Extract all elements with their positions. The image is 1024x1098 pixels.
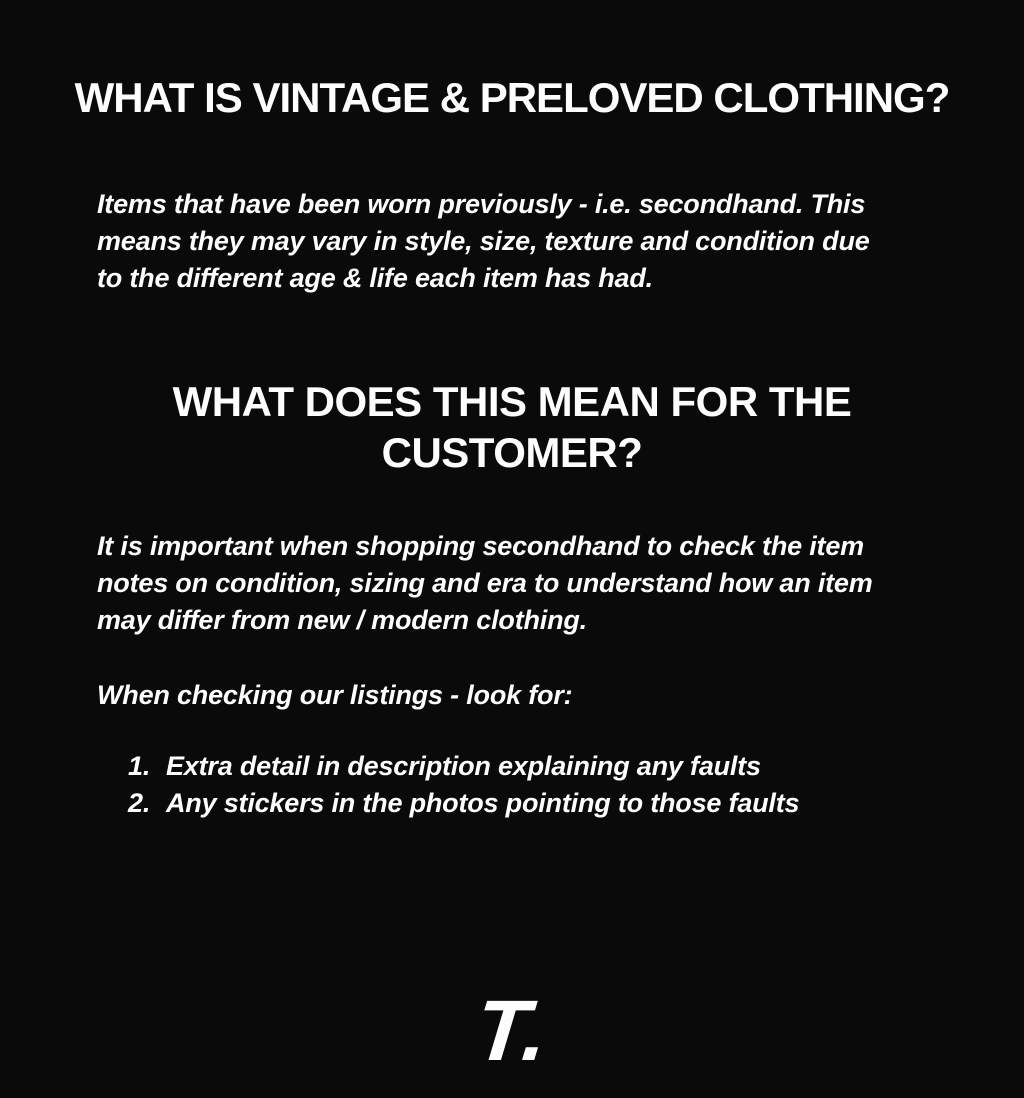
- main-heading: WHAT IS VINTAGE & PRELOVED CLOTHING?: [74, 74, 950, 121]
- listings-intro: When checking our listings - look for:: [97, 680, 573, 711]
- customer-info-line: notes on condition, sizing and era to understand how an item: [97, 568, 873, 599]
- customer-heading-line: CUSTOMER?: [381, 428, 643, 476]
- checklist-item: [128, 748, 944, 785]
- checklist-item-number: 2.: [128, 788, 151, 819]
- checklist-item: [128, 785, 944, 822]
- intro-paragraph: [97, 186, 944, 297]
- customer-info-paragraph: [97, 528, 944, 639]
- customer-info-line: may differ from new / modern clothing.: [97, 605, 587, 636]
- checklist: [128, 748, 944, 822]
- checklist-item-number: 1.: [128, 751, 151, 782]
- infographic-poster: [0, 74, 1024, 1098]
- customer-info-line: It is important when shopping secondhand to check the item: [97, 531, 864, 562]
- brand-logo-text: T.: [470, 983, 554, 1079]
- intro-paragraph-line: to the different age & life each item has had.: [97, 263, 653, 294]
- checklist-item-text: Any stickers in the photos pointing to those faults: [166, 788, 800, 819]
- customer-heading: [122, 377, 902, 478]
- checklist-item-text: Extra detail in description explaining any faults: [166, 751, 761, 782]
- brand-logo: [0, 982, 1024, 1081]
- customer-heading-line: WHAT DOES THIS MEAN FOR THE: [172, 378, 852, 426]
- intro-paragraph-line: means they may vary in style, size, texture and condition due: [97, 226, 870, 257]
- intro-paragraph-line: Items that have been worn previously - i.e. secondhand. This: [97, 189, 866, 220]
